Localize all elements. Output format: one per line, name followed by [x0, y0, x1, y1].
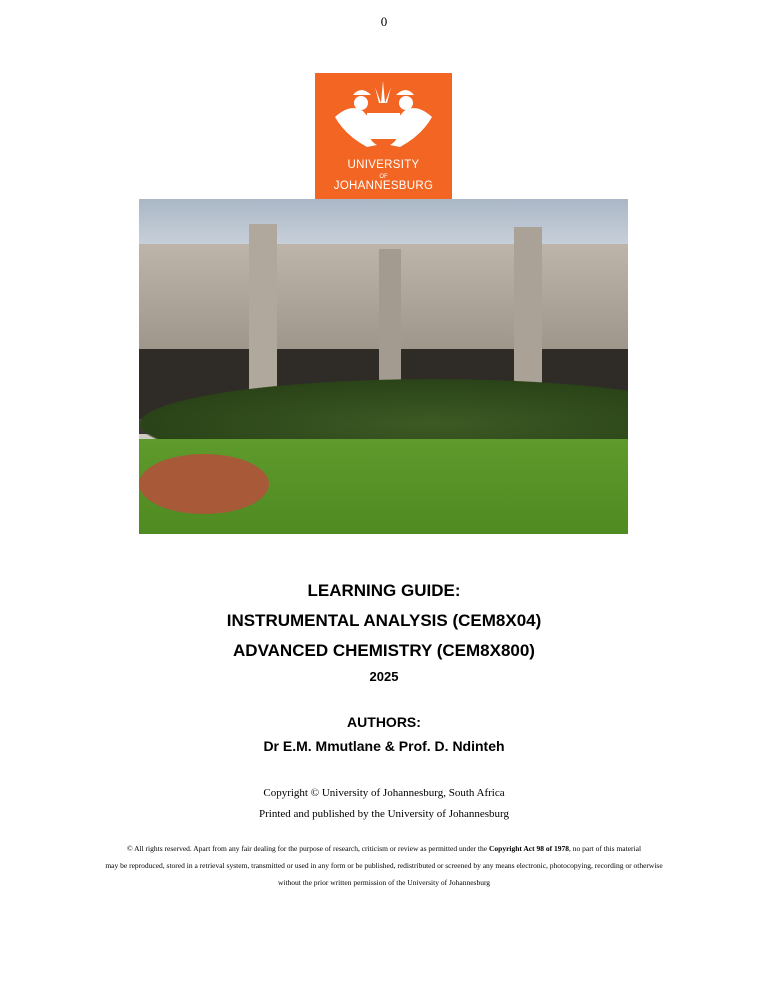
rights-text: © All rights reserved. Apart from any fair dealing for the purpose of research, criticism or review as permitted under the — [126, 844, 489, 853]
rights-text-end: , no part of this material — [568, 844, 642, 853]
published-line: Printed and published by the University of Johannesburg — [258, 808, 509, 820]
guide-title: LEARNING GUIDE: — [307, 581, 461, 600]
course-title-2: ADVANCED CHEMISTRY (CEM8X800) — [233, 641, 535, 660]
rights-line-2: may be reproduced, stored in a retrieval system, transmitted or used in any form or be published, redistributed or screened by any means electronic, photocopying, recording or otherwise — [105, 861, 663, 870]
logo-text-of: OF — [379, 174, 388, 180]
course-title-1: INSTRUMENTAL ANALYSIS (CEM8X04) — [226, 611, 542, 630]
copyright-act: Copyright Act 98 of 1978 — [488, 844, 569, 853]
rights-line-1 — [0, 844, 768, 853]
page-number: 0 — [380, 14, 388, 29]
logo-text-johannesburg: JOHANNESBURG — [333, 180, 434, 192]
campus-photo — [139, 199, 628, 534]
rights-line-3: without the prior written permission of the University of Johannesburg — [277, 878, 491, 887]
authors-heading: AUTHORS: — [347, 714, 421, 730]
authors-names: Dr E.M. Mmutlane & Prof. D. Ndinteh — [263, 738, 505, 754]
copyright-line: Copyright © University of Johannesburg, South Africa — [263, 787, 505, 799]
university-logo — [315, 73, 452, 199]
hoopoe-birds-icon — [315, 73, 452, 159]
year: 2025 — [369, 669, 399, 684]
logo-text-university: UNIVERSITY — [347, 159, 420, 171]
